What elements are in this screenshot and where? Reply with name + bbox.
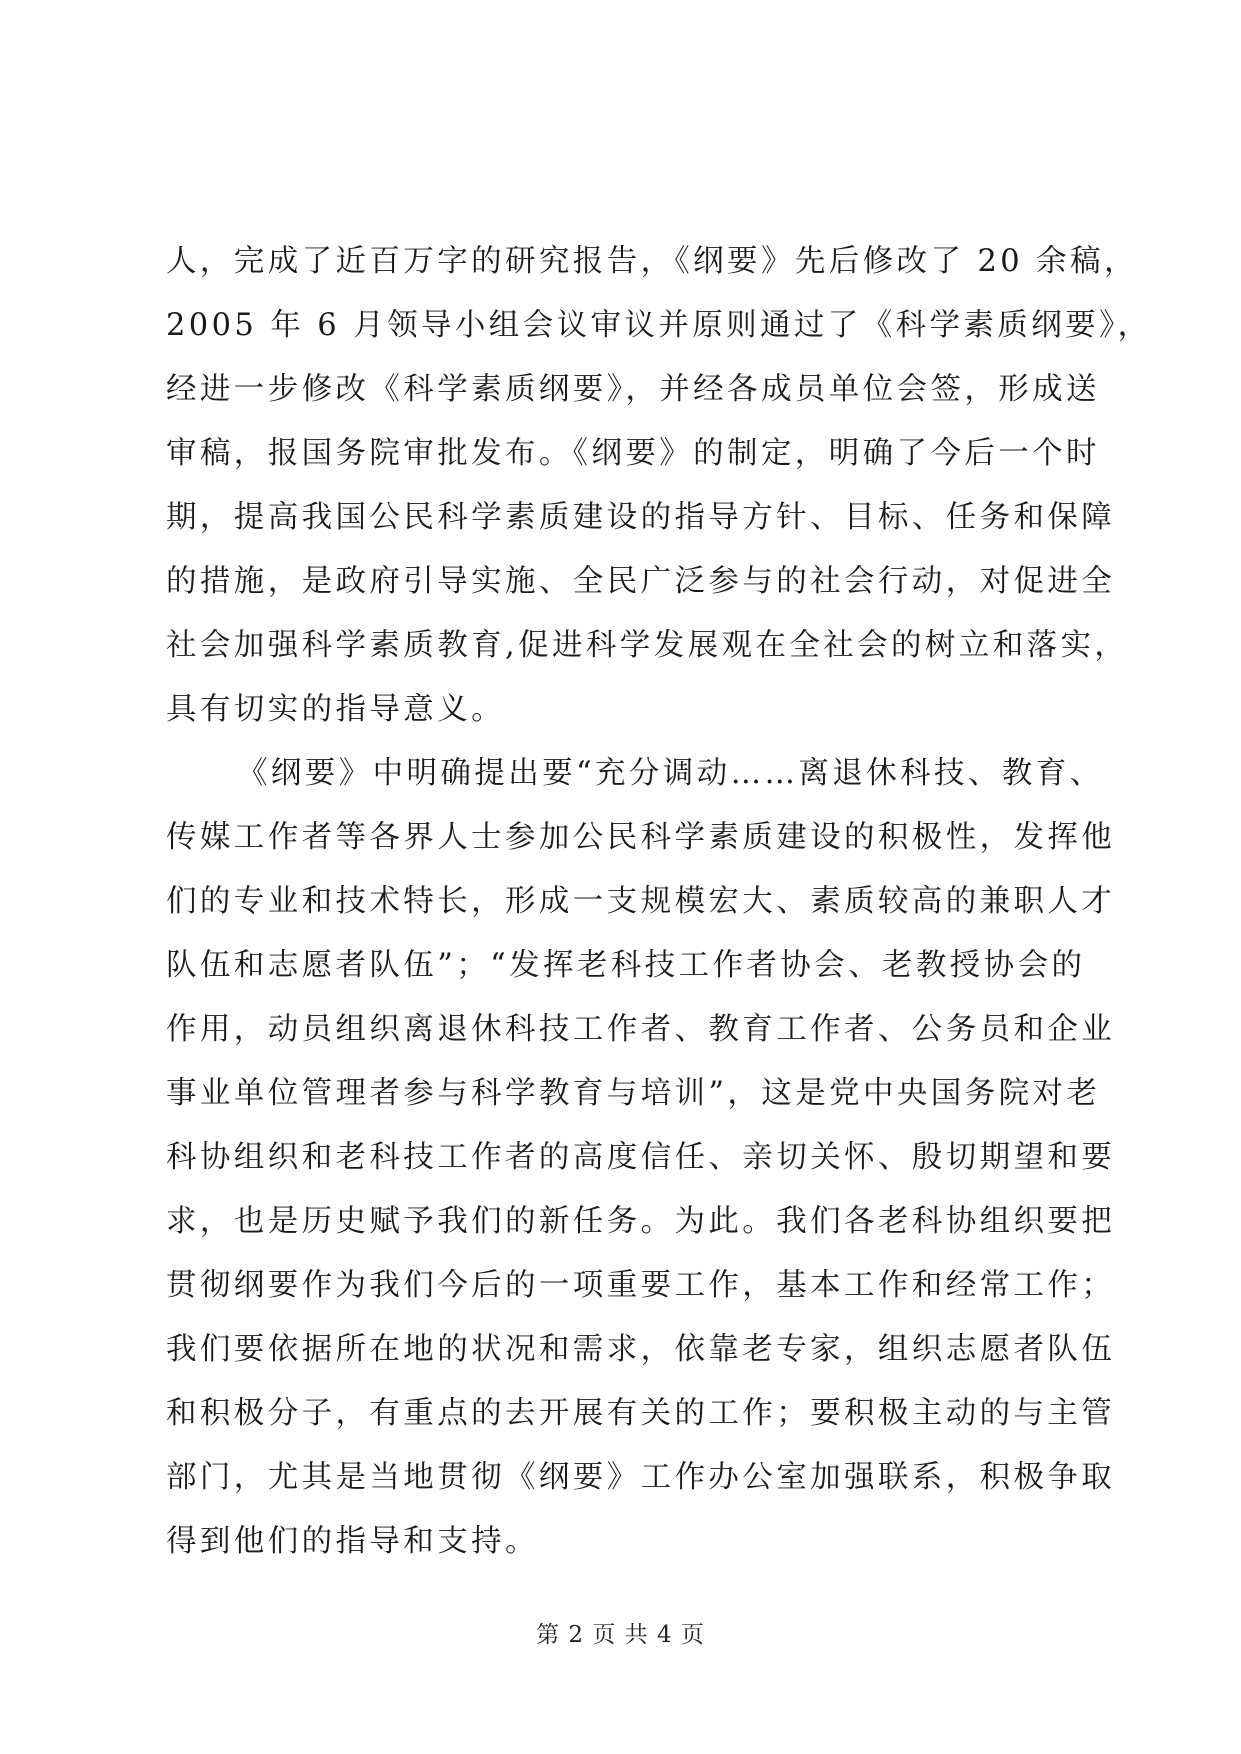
paragraph-line: 2005 年 6 月领导小组会议审议并原则通过了《科学素质纲要》， <box>166 308 1152 343</box>
paragraph-line: 人，完成了近百万字的研究报告，《纲要》先后修改了 20 余稿， <box>166 244 1138 279</box>
paragraph-line: 求，也是历史赋予我们的新任务。为此。我们各老科协组织要把 <box>166 1204 1116 1239</box>
paragraph-line: 作用，动员组织离退休科技工作者、教育工作者、公务员和企业 <box>166 1012 1116 1047</box>
paragraph-1 <box>166 230 1152 742</box>
page-number-footer: 第 2 页 共 4 页 <box>536 1622 705 1648</box>
paragraph-line: 审稿，报国务院审批发布。《纲要》的制定，明确了今后一个时 <box>166 436 1100 471</box>
paragraph-line: 具有切实的指导意义。 <box>166 692 505 727</box>
paragraph-line: 和积极分子，有重点的去开展有关的工作；要积极主动的与主管 <box>166 1396 1116 1431</box>
paragraph-line: 我们要依据所在地的状况和需求，依靠老专家，组织志愿者队伍 <box>166 1332 1116 1367</box>
paragraph-line: 们的专业和技术特长，形成一支规模宏大、素质较高的兼职人才 <box>166 884 1116 919</box>
paragraph-line: 科协组织和老科技工作者的高度信任、亲切关怀、殷切期望和要 <box>166 1140 1116 1175</box>
paragraph-line: 期，提高我国公民科学素质建设的指导方针、目标、任务和保障 <box>166 500 1116 535</box>
paragraph-line: 贯彻纲要作为我们今后的一项重要工作，基本工作和经常工作； <box>166 1268 1116 1303</box>
paragraph-line: 事业单位管理者参与科学教育与培训”，这是党中央国务院对老 <box>166 1076 1101 1111</box>
paragraph-line: 的措施，是政府引导实施、全民广泛参与的社会行动，对促进全 <box>166 564 1116 599</box>
document-body <box>166 230 1152 1574</box>
paragraph-line: 经进一步修改《科学素质纲要》，并经各成员单位会签，形成送 <box>166 372 1100 407</box>
paragraph-line: 部门，尤其是当地贯彻《纲要》工作办公室加强联系，积极争取 <box>166 1460 1116 1495</box>
paragraph-line: 得到他们的指导和支持。 <box>166 1524 539 1559</box>
paragraph-line: 《纲要》中明确提出要“充分调动……离退休科技、教育、 <box>237 756 1104 791</box>
paragraph-line: 传媒工作者等各界人士参加公民科学素质建设的积极性，发挥他 <box>166 820 1116 855</box>
paragraph-line: 队伍和志愿者队伍”；“发挥老科技工作者协会、老教授协会的 <box>166 948 1086 983</box>
paragraph-line: 社会加强科学素质教育,促进科学发展观在全社会的树立和落实， <box>166 628 1129 663</box>
paragraph-2 <box>166 742 1116 1574</box>
